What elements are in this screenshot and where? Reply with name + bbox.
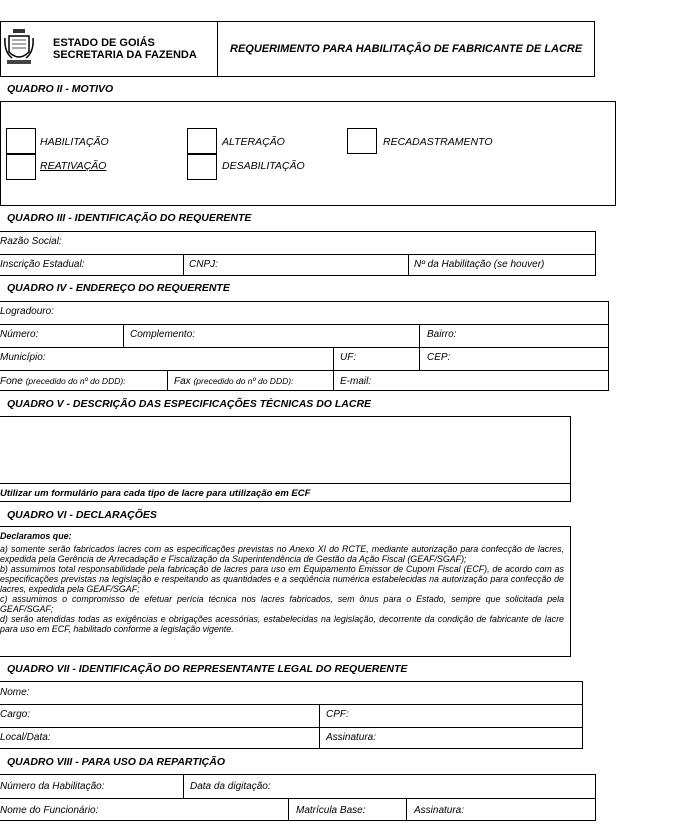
q3-table xyxy=(0,231,596,276)
header-box xyxy=(0,21,595,77)
q5-title: QUADRO V - DESCRIÇÃO DAS ESPECIFICAÇÕES TÉCNICAS DO LACRE xyxy=(7,398,372,410)
fax-note: (precedido do nº do DDD): xyxy=(193,376,294,386)
field-numero-habilitacao-reparticao[interactable]: Número da Habilitação: xyxy=(0,781,105,792)
declaration-intro: Declaramos que: xyxy=(0,531,72,541)
field-uf[interactable]: UF: xyxy=(340,352,357,363)
field-municipio[interactable]: Município: xyxy=(0,352,46,363)
q4-table xyxy=(0,301,609,391)
field-logradouro[interactable]: Logradouro: xyxy=(0,306,54,317)
label-alteracao: ALTERAÇÃO xyxy=(222,136,285,148)
field-complemento[interactable]: Complemento: xyxy=(130,329,196,340)
field-inscricao-estadual[interactable]: Inscrição Estadual: xyxy=(0,259,85,270)
q3-title: QUADRO III - IDENTIFICAÇÃO DO REQUERENTE xyxy=(7,212,252,224)
field-email[interactable]: E-mail: xyxy=(340,376,372,387)
q7-title: QUADRO VII - IDENTIFICAÇÃO DO REPRESENTANTE LEGAL DO REQUERENTE xyxy=(7,663,408,675)
checkbox-alteracao[interactable] xyxy=(187,128,217,154)
fone-note: (precedido do nº do DDD): xyxy=(25,376,126,386)
declaration-b: b) assumimos total responsabilidade pela fabricação de lacres para uso em Equipamento Emissor de Cupom Fiscal (ECF), de acordo com as especificações previstas na legislação e respeitando as quantidades e a seqüência numérica estabelecidas na autorização para confecção de lacres, expedida pela GEAF/SGAF; xyxy=(0,564,564,594)
q7-table xyxy=(0,681,583,749)
field-bairro[interactable]: Bairro: xyxy=(427,329,457,340)
field-cnpj[interactable]: CNPJ: xyxy=(189,259,218,270)
field-data-digitacao[interactable]: Data da digitação: xyxy=(190,781,271,792)
q5-box xyxy=(0,416,571,502)
label-desabilitacao: DESABILITAÇÃO xyxy=(222,160,305,172)
field-fone[interactable] xyxy=(0,371,167,391)
header-secretariat: SECRETARIA DA FAZENDA xyxy=(53,49,197,61)
header-state: ESTADO DE GOIÁS xyxy=(53,37,155,49)
field-numero[interactable]: Número: xyxy=(0,329,39,340)
field-nome[interactable]: Nome: xyxy=(0,687,30,698)
q8-title: QUADRO VIII - PARA USO DA REPARTIÇÃO xyxy=(7,756,225,768)
declaration-d: d) serão atendidas todas as exigências e obrigações acessórias, estabelecidas na legislação, decorrente da condição de fabricante de lacre para uso em ECF, habilitado conforme a legislação vigente. xyxy=(0,614,564,634)
q2-title: QUADRO II - MOTIVO xyxy=(7,83,114,95)
q5-note: Utilizar um formulário para cada tipo de lacre para utilização em ECF xyxy=(0,488,311,499)
label-habilitacao: HABILITAÇÃO xyxy=(40,136,109,148)
field-fax[interactable] xyxy=(173,371,333,391)
field-matricula[interactable]: Matrícula Base: xyxy=(296,805,366,816)
field-nome-funcionario[interactable]: Nome do Funcionário: xyxy=(0,805,99,816)
fone-label: Fone xyxy=(0,376,23,387)
declaration-c: c) assumimos o compromisso de efetuar perícia técnica nos lacres fabricados, sem ônus para o Estado, sempre que solicitada pela GEAF/SGAF; xyxy=(0,594,564,614)
field-assinatura-funcionario[interactable]: Assinatura: xyxy=(414,805,465,816)
field-assinatura-representante[interactable]: Assinatura: xyxy=(326,732,377,743)
q2-box xyxy=(0,101,616,206)
checkbox-desabilitacao[interactable] xyxy=(187,154,217,180)
q6-title: QUADRO VI - DECLARAÇÕES xyxy=(7,509,157,521)
field-especificacoes[interactable] xyxy=(0,417,570,483)
field-numero-habilitacao[interactable]: Nº da Habilitação (se houver) xyxy=(414,259,545,270)
q8-table xyxy=(0,774,596,821)
q6-box xyxy=(0,526,571,657)
label-recadastramento: RECADASTRAMENTO xyxy=(383,136,493,148)
field-razao-social[interactable]: Razão Social: xyxy=(0,236,62,247)
q4-title: QUADRO IV - ENDEREÇO DO REQUERENTE xyxy=(7,282,230,294)
fax-label: Fax xyxy=(174,376,191,387)
label-reativacao: REATIVAÇÃO xyxy=(40,160,107,172)
field-local-data[interactable]: Local/Data: xyxy=(0,732,51,743)
field-cargo[interactable]: Cargo: xyxy=(0,709,31,720)
field-cpf[interactable]: CPF: xyxy=(326,709,349,720)
field-cep[interactable]: CEP: xyxy=(427,352,451,363)
form-title: REQUERIMENTO PARA HABILITAÇÃO DE FABRICANTE DE LACRE xyxy=(230,43,583,55)
checkbox-reativacao[interactable] xyxy=(6,154,36,180)
checkbox-habilitacao[interactable] xyxy=(6,128,36,154)
declaration-a: a) somente serão fabricados lacres com as especificações previstas no Anexo XI do RCTE, mediante autorização para confecção de lacres, expedida pela Gerência de Arrecadação e Fiscalização da Superintendência de Gestão da Ação Fiscal (GEAF/SGAF); xyxy=(0,544,564,564)
coat-of-arms-icon xyxy=(4,28,34,66)
checkbox-recadastramento[interactable] xyxy=(347,128,377,154)
